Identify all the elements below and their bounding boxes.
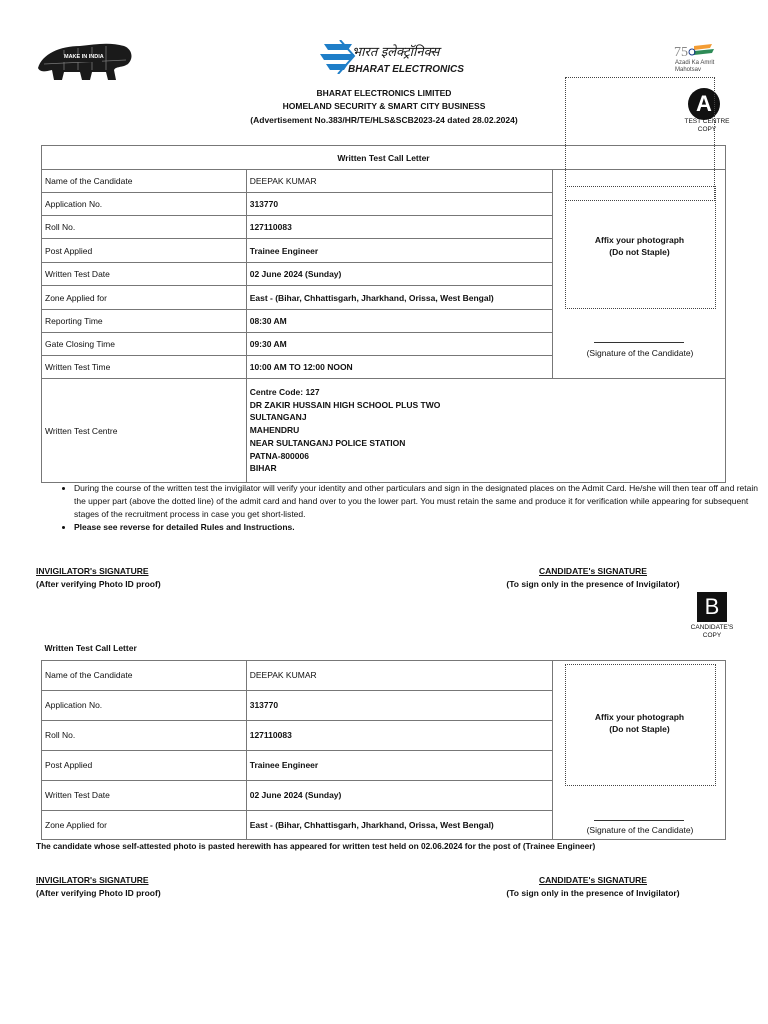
photo-line-2: (Do not Staple) xyxy=(609,724,670,734)
row-value: 313770 xyxy=(246,193,553,216)
centre-line: SULTANGANJ xyxy=(249,412,307,423)
row-value: 02 June 2024 (Sunday) xyxy=(246,780,553,810)
svg-text:75: 75 xyxy=(674,45,688,60)
make-in-india-text: MAKE IN INDIA xyxy=(64,54,104,60)
company-name: BHARAT ELECTRONICS LIMITED xyxy=(316,88,452,98)
row-value: 09:30 AM xyxy=(246,333,553,356)
row-label: Roll No. xyxy=(42,216,247,239)
copy-a-signature-line xyxy=(594,342,684,343)
row-value: East - (Bihar, Chhattisgarh, Jharkhand, Orissa, West Bengal) xyxy=(246,286,553,310)
photo-line-1: Affix your photograph xyxy=(594,712,685,722)
copy-b-signature-caption: (Signature of the Candidate) xyxy=(586,825,694,835)
azadi-ka-amrit-mahotsav-logo xyxy=(672,42,728,76)
row-label: Gate Closing Time xyxy=(42,333,247,356)
photo-line-1: Affix your photograph xyxy=(594,235,685,245)
copy-b-photo-instruction xyxy=(565,711,714,735)
business-name: HOMELAND SECURITY & SMART CITY BUSINESS xyxy=(282,101,486,111)
make-in-india-logo xyxy=(34,38,138,84)
candidate-signature-note: (To sign only in the presence of Invigilator) xyxy=(506,888,680,898)
centre-line: DR ZAKIR HUSSAIN HIGH SCHOOL PLUS TWO xyxy=(249,399,441,410)
invigilator-signature-block xyxy=(36,566,161,589)
invigilator-signature-note: (After verifying Photo ID proof) xyxy=(36,579,161,589)
candidates-copy-label: CANDIDATE'S COPY xyxy=(690,624,734,639)
attendance-statement: The candidate whose self-attested photo is pasted herewith has appeared for written test held on 02.06.2024 for the post of (Trainee Engineer) xyxy=(36,841,596,851)
candidate-signature-note: (To sign only in the presence of Invigilator) xyxy=(506,579,680,589)
table-row xyxy=(42,379,726,483)
copy-b-table-title: Written Test Call Letter xyxy=(42,637,726,660)
row-value: East - (Bihar, Chhattisgarh, Jharkhand, Orissa, West Bengal) xyxy=(246,810,553,839)
row-value: DEEPAK KUMAR xyxy=(246,660,553,690)
centre-line: MAHENDRU xyxy=(249,425,300,436)
candidate-signature-label: CANDIDATE's SIGNATURE xyxy=(539,875,647,885)
instruction-item: • Please see reverse for detailed Rules and Instructions. xyxy=(74,521,764,534)
row-label: Post Applied xyxy=(42,750,247,780)
centre-address xyxy=(246,379,725,483)
azadi-text: Azadi Ka Amrit Mahotsav xyxy=(675,60,715,73)
copy-a-table-title: Written Test Call Letter xyxy=(42,146,726,170)
test-centre-copy-label: TEST CENTRE COPY xyxy=(684,118,730,133)
row-label: Name of the Candidate xyxy=(42,660,247,690)
instructions-list xyxy=(48,482,764,534)
copy-a-signature-caption: (Signature of the Candidate) xyxy=(586,348,694,358)
invigilator-signature-note: (After verifying Photo ID proof) xyxy=(36,888,161,898)
copy-b-signature-line xyxy=(594,820,684,821)
row-value: 127110083 xyxy=(246,720,553,750)
copy-a-photo-box xyxy=(565,77,715,201)
bel-english-text: BHARAT ELECTRONICS xyxy=(348,64,464,75)
row-label: Written Test Date xyxy=(42,780,247,810)
centre-line: Centre Code: 127 xyxy=(249,386,320,397)
row-value: 08:30 AM xyxy=(246,310,553,333)
advertisement-number: (Advertisement No.383/HR/TE/HLS&SCB2023-24 dated 28.02.2024) xyxy=(250,115,518,125)
row-value: 127110083 xyxy=(246,216,553,239)
row-label: Roll No. xyxy=(42,720,247,750)
centre-line: NEAR SULTANGANJ POLICE STATION xyxy=(249,437,406,448)
centre-line: PATNA-800006 xyxy=(249,450,309,461)
candidate-signature-block xyxy=(500,566,686,589)
candidate-signature-block-b xyxy=(500,875,686,898)
row-value: Trainee Engineer xyxy=(246,239,553,263)
copy-a-badge: A xyxy=(688,88,720,120)
row-label: Name of the Candidate xyxy=(42,170,247,193)
copy-b-badge: B xyxy=(697,592,727,622)
invigilator-signature-label: INVIGILATOR's SIGNATURE xyxy=(36,875,149,885)
row-value: 02 June 2024 (Sunday) xyxy=(246,263,553,286)
row-label: Zone Applied for xyxy=(42,810,247,839)
instruction-item: • During the course of the written test the invigilator will verify your identity and other particulars and sign in the designated places on the Admit Card. He/she will then tear off and retain the upper part (above the dotted line) of the admit card and hand over to you the lower part. You must retain the same and produce it for verification while appearing for subsequent stages of the recruitment process in case you get short-listed. xyxy=(74,482,764,521)
invigilator-signature-label: INVIGILATOR's SIGNATURE xyxy=(36,566,149,576)
row-label: Written Test Date xyxy=(42,263,247,286)
bel-logo xyxy=(318,38,464,82)
row-label: Application No. xyxy=(42,690,247,720)
row-label: Application No. xyxy=(42,193,247,216)
candidate-signature-label: CANDIDATE's SIGNATURE xyxy=(539,566,647,576)
copy-a-photo-instruction xyxy=(565,234,714,258)
row-value: DEEPAK KUMAR xyxy=(246,170,553,193)
row-value: 10:00 AM TO 12:00 NOON xyxy=(246,356,553,379)
photo-line-2: (Do not Staple) xyxy=(609,247,670,257)
centre-line: BIHAR xyxy=(249,463,277,474)
row-label: Zone Applied for xyxy=(42,286,247,310)
invigilator-signature-block-b xyxy=(36,875,161,898)
row-value: 313770 xyxy=(246,690,553,720)
row-value: Trainee Engineer xyxy=(246,750,553,780)
bel-hindi-text: भारत इलेक्ट्रॉनिक्स xyxy=(352,44,440,59)
row-label: Reporting Time xyxy=(42,310,247,333)
centre-label: Written Test Centre xyxy=(42,379,247,483)
row-label: Post Applied xyxy=(42,239,247,263)
row-label: Written Test Time xyxy=(42,356,247,379)
